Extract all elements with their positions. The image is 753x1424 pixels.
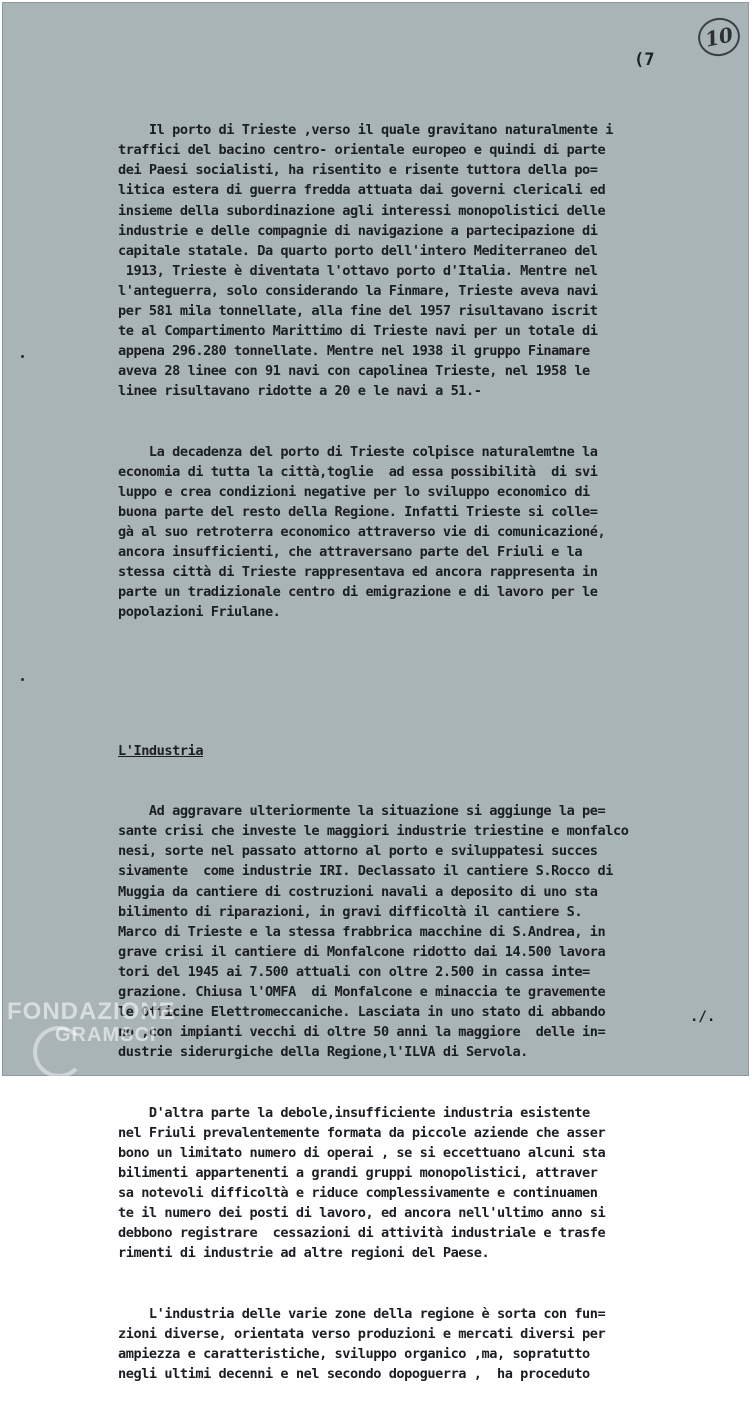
text-line: stessa città di Trieste rappresentava ed ancora rappresenta in [118, 564, 598, 581]
watermark-line-2: GRAMSCI [55, 1024, 157, 1046]
text-line: gà al suo retroterra economico attraverso vie di comunicazioné, [118, 524, 606, 541]
text-line: te il numero dei posti di lavoro, ed ancora nell'ultimo anno si [118, 1205, 606, 1222]
text-line: bilimento di riparazioni, in gravi difficoltà il cantiere S. [118, 903, 583, 920]
text-line: insieme della subordinazione agli interessi monopolistici delle [118, 202, 606, 219]
text-line: litica estera di guerra fredda attuata dai governi clericali ed [118, 182, 606, 199]
text-line: grave crisi il cantiere di Monfalcone ridotto dai 14.500 lavora [118, 943, 606, 960]
text-line: le Officine Elettromeccaniche. Lasciata in uno stato di abbando [118, 1004, 606, 1021]
text-line: industrie e delle compagnie di navigazione a partecipazione di [118, 222, 598, 239]
text-line: debbono registrare cessazioni di attività industriale e trasfe [118, 1225, 606, 1242]
watermark-line-1: FONDAZIONE [7, 998, 176, 1025]
text-line: 1913, Trieste è diventata l'ottavo porto d'Italia. Mentre nel [118, 262, 598, 279]
text-line: Il porto di Trieste ,verso il quale gravitano naturalmente i [118, 122, 613, 139]
text-line: aveva 28 linee con 91 navi con capolinea Trieste, nel 1958 le [118, 363, 590, 380]
section-gap [118, 663, 738, 701]
text-line: dustrie siderurgiche della Regione,l'ILVA di Servola. [118, 1044, 528, 1061]
text-line: buona parte del resto della Regione. Infatti Trieste si colle= [118, 503, 598, 520]
text-line: negli ultimi decenni e nel secondo dopoguerra , ha proceduto [118, 1365, 590, 1382]
text-line: rimenti di industrie ad altre regioni del Paese. [118, 1245, 490, 1262]
text-line: L'industria delle varie zone della regione è sorta con fun= [118, 1305, 606, 1322]
text-line: Ad aggravare ulteriormente la situazione si aggiunge la pe= [118, 803, 606, 820]
text-line: tori del 1945 ai 7.500 attuali con oltre 2.500 in cassa inte= [118, 963, 590, 980]
text-line: grazione. Chiusa l'OMFA di Monfalcone e minaccia te gravemente [118, 984, 606, 1001]
text-line: D'altra parte la debole,insufficiente industria esistente [118, 1104, 590, 1121]
page-number: (7 [634, 50, 655, 70]
text-line: Muggia da cantiere di costruzioni navali a deposito di uno sta [118, 883, 598, 900]
text-line: l'anteguerra, solo considerando la Finmare, Trieste aveva navi [118, 282, 598, 299]
text-line: sivamente come industrie IRI. Declassato il cantiere S.Rocco di [118, 863, 613, 880]
text-line: bono un limitato numero di operai , se si eccettuano alcuni sta [118, 1144, 606, 1161]
typewritten-text [118, 80, 738, 1424]
watermark [7, 998, 176, 1047]
text-line: per 581 mila tonnellate, alla fine del 1957 risultavano iscrit [118, 303, 598, 320]
text-line: Marco di Trieste e la stessa frabbrica macchine di S.Andrea, in [118, 923, 606, 940]
text-line: La decadenza del porto di Trieste colpisce naturalemtne la [118, 443, 598, 460]
text-line: sante crisi che investe le maggiori industrie triestine e monfalco [118, 823, 629, 840]
text-line: sa notevoli difficoltà e riduce complessivamente e continuamen [118, 1184, 598, 1201]
text-line: zioni diverse, orientata verso produzioni e mercati diversi per [118, 1325, 606, 1342]
document-page [2, 2, 749, 1382]
text-line: capitale statale. Da quarto porto dell'intero Mediterraneo del [118, 242, 598, 259]
margin-mark [21, 678, 24, 681]
paragraph-regional-industry [118, 1304, 738, 1384]
text-line: ampiezza e caratteristiche, sviluppo organico ,ma, sopratutto [118, 1345, 590, 1362]
margin-mark [21, 355, 24, 358]
text-line: traffici del bacino centro- orientale europeo e quindi di parte [118, 142, 606, 159]
text-line: dei Paesi socialisti, ha risentito e risente tuttora della po= [118, 162, 598, 179]
text-line: nesi, sorte nel passato attorno al porto e sviluppatesi succes [118, 843, 598, 860]
text-line: economia di tutta la città,toglie ad essa possibilità di svi [118, 463, 598, 480]
paragraph-port-decline [118, 442, 738, 623]
text-line: bilimenti appartenenti a grandi gruppi monopolistici, attraver [118, 1164, 598, 1181]
archive-page-seal: 10 [695, 14, 744, 60]
text-line: parte un tradizionale centro di emigrazione e di lavoro per le [118, 584, 598, 601]
text-line: nel Friuli prevalentemente formata da piccole aziende che asser [118, 1124, 606, 1141]
text-line: luppo e crea condizioni negative per lo sviluppo economico di [118, 483, 590, 500]
text-line: linee risultavano ridotte a 20 e le navi a 51.- [118, 383, 482, 400]
section-heading: L'Industria [118, 742, 204, 759]
text-line: no ,con impianti vecchi di oltre 50 anni la maggiore delle in= [118, 1024, 606, 1041]
paragraph-port-of-trieste [118, 120, 738, 401]
text-line: te al Compartimento Marittimo di Trieste navi per un totale di [118, 323, 598, 340]
paragraph-friuli-industry [118, 1103, 738, 1264]
text-line: popolazioni Friulane. [118, 604, 281, 621]
text-line: ancora insufficienti, che attraversano parte del Friuli e la [118, 544, 583, 561]
continuation-mark: ./. [690, 1009, 716, 1025]
text-line: appena 296.280 tonnellate. Mentre nel 1938 il gruppo Finamare [118, 343, 590, 360]
paragraph-industry-crisis [118, 801, 738, 1062]
